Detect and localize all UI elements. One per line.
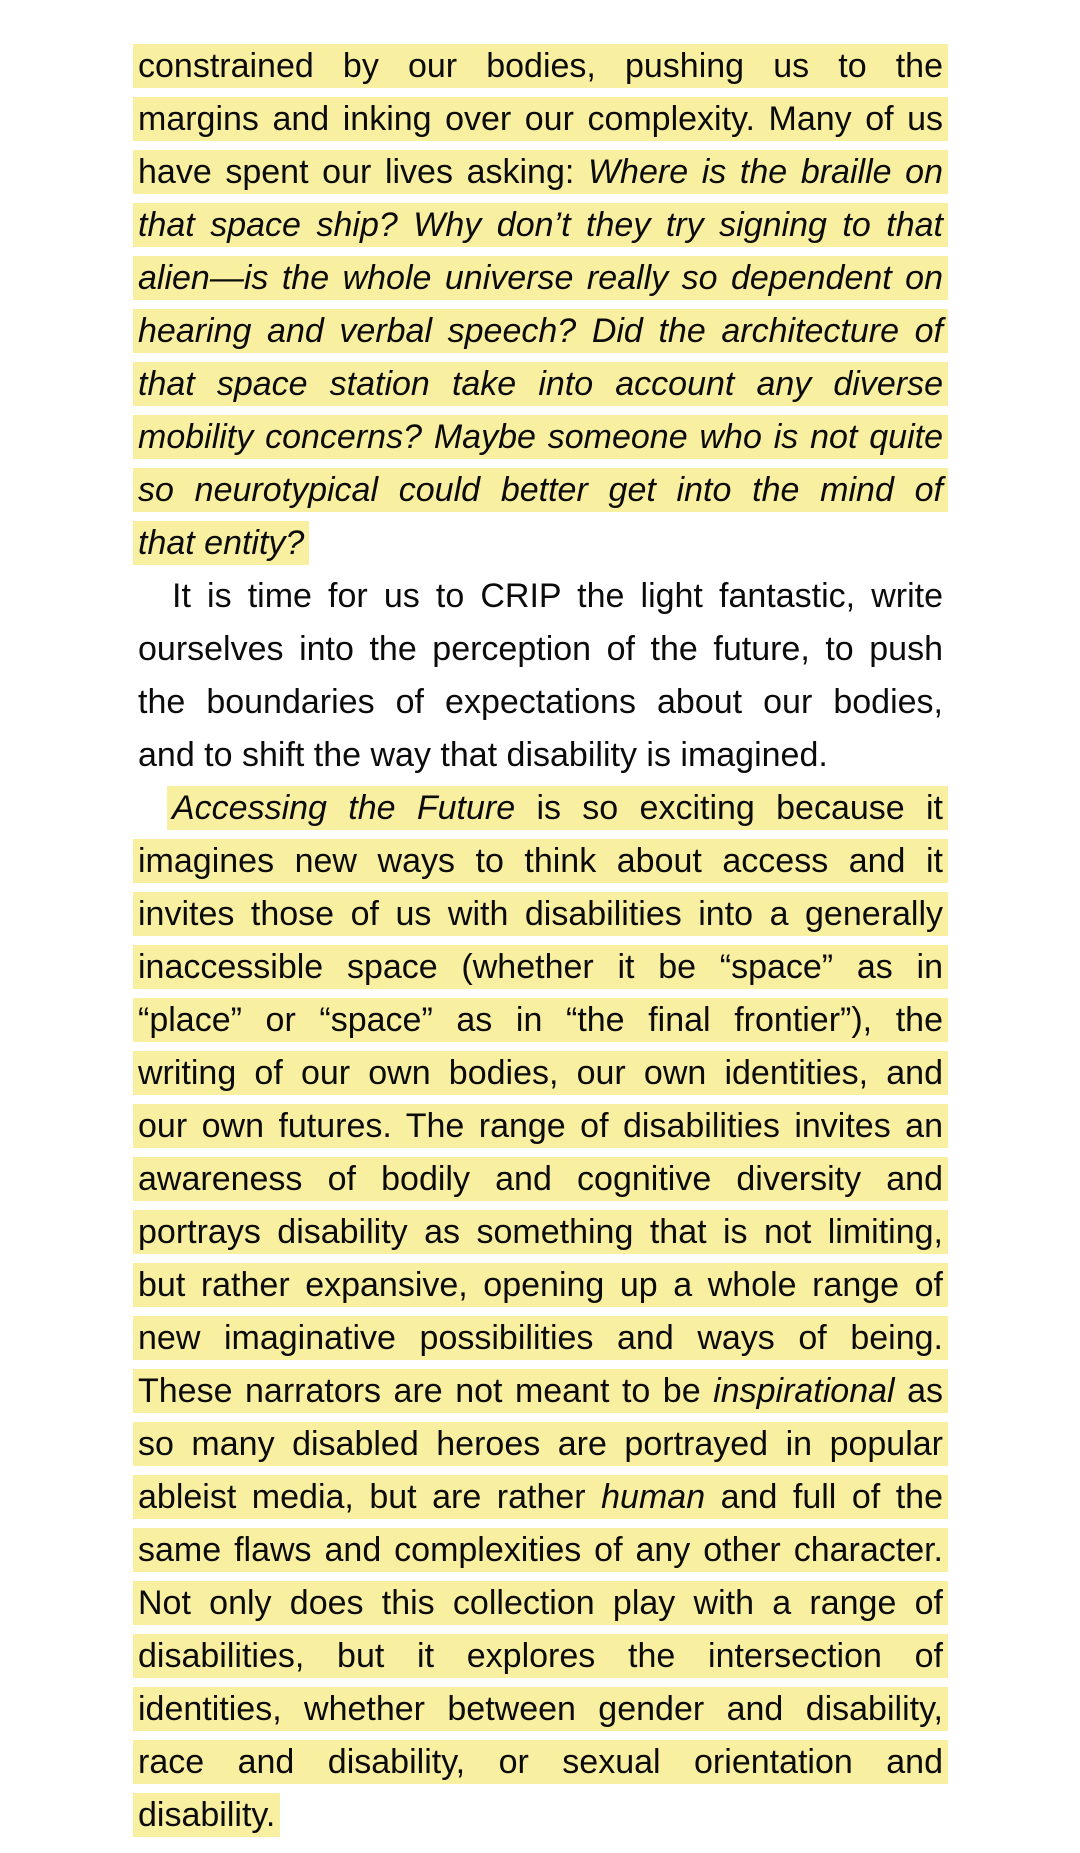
highlight[interactable]: [133, 1634, 948, 1678]
text-segment: that entity?: [138, 524, 305, 562]
book-page: [138, 0, 943, 1842]
paragraph: [138, 782, 943, 1842]
text-line: [138, 623, 943, 676]
text-segment: same flaws and complexities of any other character.: [138, 1531, 943, 1569]
highlight[interactable]: [133, 97, 948, 141]
highlight[interactable]: [133, 1104, 948, 1148]
highlight[interactable]: [133, 892, 948, 936]
highlight[interactable]: [133, 1210, 948, 1254]
highlight[interactable]: [133, 150, 948, 194]
text-segment: and to shift the way that disability is imagined.: [138, 736, 828, 774]
highlight[interactable]: [133, 521, 309, 565]
plain-text: [138, 736, 828, 774]
text-line: [138, 941, 943, 994]
text-line: [138, 1206, 943, 1259]
text-line: [138, 835, 943, 888]
text-line: [138, 1153, 943, 1206]
text-segment: new imaginative possibilities and ways of being.: [138, 1319, 943, 1357]
text-line: [138, 676, 943, 729]
text-segment: mobility concerns? Maybe someone who is not quite: [138, 418, 943, 456]
text-segment: constrained by our bodies, pushing us to the: [138, 47, 943, 85]
text-segment: hearing and verbal speech? Did the architecture of: [138, 312, 943, 350]
text-segment: ableist media, but are rather: [138, 1478, 602, 1516]
highlight[interactable]: [167, 786, 948, 830]
plain-text: [138, 683, 943, 721]
text-line: [138, 782, 943, 835]
text-line: [138, 1259, 943, 1312]
highlight[interactable]: [133, 1422, 948, 1466]
highlight[interactable]: [133, 1316, 948, 1360]
text-segment: portrays disability as something that is not limiting,: [138, 1213, 943, 1251]
highlight[interactable]: [133, 44, 948, 88]
text-segment: margins and inking over our complexity. Many of us: [138, 100, 943, 138]
highlight[interactable]: [133, 203, 948, 247]
text-segment: human: [601, 1478, 706, 1516]
plain-text: [138, 630, 943, 668]
text-line: [138, 1630, 943, 1683]
text-line: [138, 1577, 943, 1630]
text-segment: that space station take into account any diverse: [138, 365, 943, 403]
highlight[interactable]: [133, 839, 948, 883]
text-segment: Accessing the Future: [172, 789, 516, 827]
text-line: [138, 729, 943, 782]
text-segment: as: [894, 1372, 944, 1410]
text-line: [138, 1312, 943, 1365]
text-line: [138, 464, 943, 517]
text-line: [138, 1683, 943, 1736]
text-line: [138, 1524, 943, 1577]
highlight[interactable]: [133, 1581, 948, 1625]
text-line: [138, 1789, 943, 1842]
text-line: [138, 570, 943, 623]
text-line: [138, 358, 943, 411]
text-segment: ourselves into the perception of the future, to push: [138, 630, 943, 668]
text-segment: Where is the braille on: [587, 153, 943, 191]
text-segment: but rather expansive, opening up a whole range of: [138, 1266, 943, 1304]
highlight[interactable]: [133, 1687, 948, 1731]
text-segment: inaccessible space (whether it be “space” as in: [138, 948, 943, 986]
highlight[interactable]: [133, 1475, 948, 1519]
text-line: [138, 517, 943, 570]
text-line: [138, 1418, 943, 1471]
highlight[interactable]: [133, 1157, 948, 1201]
highlight[interactable]: [133, 1528, 948, 1572]
text-segment: disabilities, but it explores the intersection of: [138, 1637, 943, 1675]
text-segment: the boundaries of expectations about our bodies,: [138, 683, 943, 721]
text-segment: awareness of bodily and cognitive diversity and: [138, 1160, 943, 1198]
plain-text: [172, 577, 943, 615]
text-line: [138, 1047, 943, 1100]
text-line: [138, 411, 943, 464]
text-line: [138, 888, 943, 941]
paragraph: [138, 570, 943, 782]
text-segment: and full of the: [705, 1478, 943, 1516]
text-segment: is so exciting because it: [515, 789, 943, 827]
paragraph: [138, 40, 943, 570]
text-segment: that space ship? Why don’t they try signing to that: [138, 206, 943, 244]
highlight[interactable]: [133, 1263, 948, 1307]
text-segment: disability.: [138, 1796, 276, 1834]
text-line: [138, 40, 943, 93]
text-line: [138, 994, 943, 1047]
highlight[interactable]: [133, 1369, 948, 1413]
text-line: [138, 252, 943, 305]
text-line: [138, 199, 943, 252]
highlight[interactable]: [133, 362, 948, 406]
text-segment: have spent our lives asking:: [138, 153, 588, 191]
text-segment: race and disability, or sexual orientation and: [138, 1743, 943, 1781]
highlight[interactable]: [133, 1740, 948, 1784]
text-segment: It is time for us to CRIP the light fantastic, write: [172, 577, 943, 615]
highlight[interactable]: [133, 945, 948, 989]
text-segment: These narrators are not meant to be: [138, 1372, 714, 1410]
text-segment: identities, whether between gender and disability,: [138, 1690, 943, 1728]
highlight[interactable]: [133, 468, 948, 512]
text-segment: so neurotypical could better get into the mind of: [138, 471, 943, 509]
highlight[interactable]: [133, 256, 948, 300]
highlight[interactable]: [133, 1793, 280, 1837]
text-segment: invites those of us with disabilities into a generally: [138, 895, 943, 933]
text-segment: alien—is the whole universe really so dependent on: [138, 259, 943, 297]
text-line: [138, 305, 943, 358]
text-line: [138, 1471, 943, 1524]
text-segment: imagines new ways to think about access and it: [138, 842, 943, 880]
text-segment: writing of our own bodies, our own identities, and: [138, 1054, 943, 1092]
text-line: [138, 93, 943, 146]
text-line: [138, 1365, 943, 1418]
text-segment: our own futures. The range of disabilities invites an: [138, 1107, 943, 1145]
highlight[interactable]: [133, 998, 948, 1042]
highlight[interactable]: [133, 309, 948, 353]
text-line: [138, 146, 943, 199]
highlight[interactable]: [133, 1051, 948, 1095]
text-segment: inspirational: [713, 1372, 895, 1410]
text-segment: “place” or “space” as in “the final frontier”), the: [138, 1001, 943, 1039]
text-segment: Not only does this collection play with a range of: [138, 1584, 943, 1622]
text-line: [138, 1736, 943, 1789]
highlight[interactable]: [133, 415, 948, 459]
text-line: [138, 1100, 943, 1153]
text-segment: so many disabled heroes are portrayed in popular: [138, 1425, 943, 1463]
